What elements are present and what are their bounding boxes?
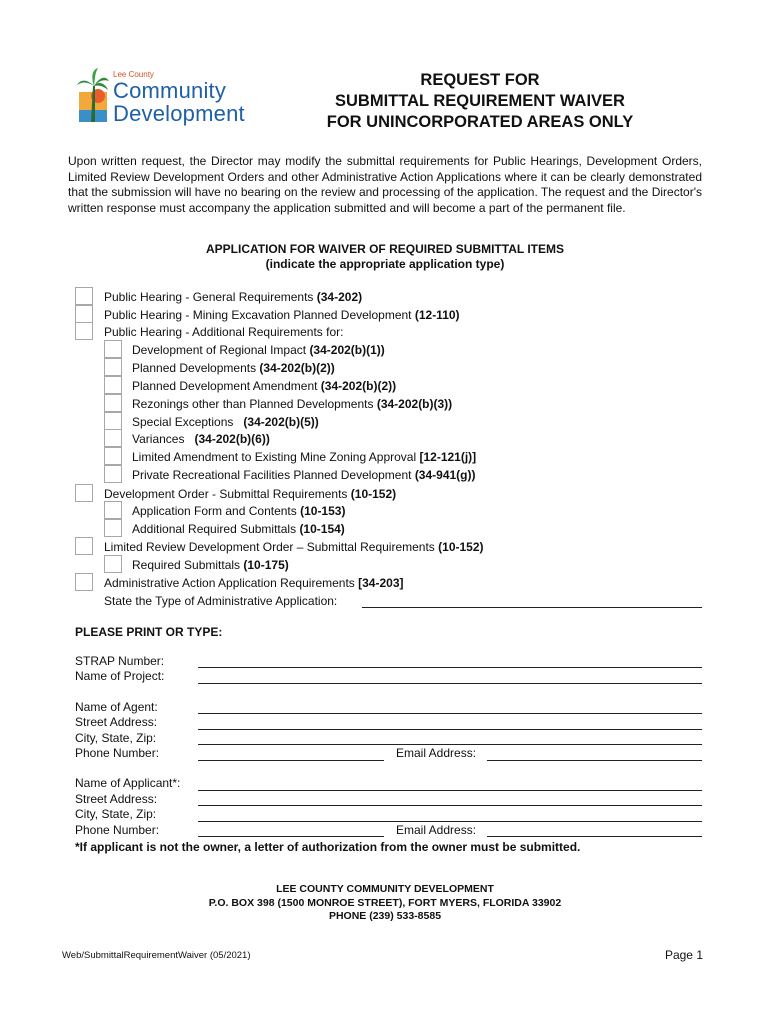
footer-line-3: PHONE (239) 533-8585 [328,910,442,922]
applicant-phone-label: Phone Number: [75,823,160,837]
checklist-item-code: (10-152) [350,487,397,501]
checklist-item-code: (34-202) [316,290,363,304]
print-heading: PLEASE PRINT OR TYPE: [75,625,223,639]
authorization-note: *If applicant is not the owner, a letter of authorization from the owner must be submitted. [75,840,581,854]
checklist-item-code: (34-202(b)(2)) [320,379,397,393]
admin-type-line[interactable] [362,607,702,608]
logo [76,64,256,128]
checklist-item [104,538,484,556]
checkbox-4[interactable] [104,358,122,376]
checklist-item-code: [12-121(j)] [419,450,477,464]
checkbox-2[interactable] [75,322,93,340]
applicant-phone-field[interactable] [198,836,384,837]
checklist-item [132,377,396,395]
strap-label: STRAP Number: [75,654,165,668]
applicant-email-field[interactable] [487,836,702,837]
checklist-item-label: State the Type of Administrative Application: [104,594,338,608]
checklist-item-code: (10-154) [299,522,345,536]
checklist-item-code: (10-175) [243,558,289,572]
checkbox-13[interactable] [104,519,122,537]
section-subheading: (indicate the appropriate application type) [265,257,505,271]
agent-email-field[interactable] [487,760,702,761]
checkbox-1[interactable] [75,305,93,323]
applicant-name-field[interactable] [198,790,702,791]
checklist-item-label: Required Submittals [132,558,244,572]
intro-paragraph: Upon written request, the Director may modify the submittal requirements for Public Hearings, Development Orders, Limited Review Development Orders and other Administrative Action Applications where it can be clearly demonstrated that the submission will have no bearing on the review and processing of the application. The request and the Director's written response must accompany the application submitted and will become a part of the permanent file. [68,154,702,215]
checklist-item-label: Additional Required Submittals [132,522,300,536]
logo-development: Development [113,101,245,126]
checklist-item [132,413,319,431]
checklist-item-code: (10-152) [438,540,484,554]
logo-county: Lee County [113,70,154,79]
checklist-item [104,288,362,306]
applicant-city-field[interactable] [198,821,702,822]
checklist-item [104,485,396,503]
checklist-item [132,556,289,574]
checklist-item [132,520,345,538]
checkbox-0[interactable] [75,287,93,305]
agent-city-label: City, State, Zip: [75,731,157,745]
checklist-item-label: Development Order - Submittal Requirements [104,487,351,501]
title-line-1: REQUEST FOR [420,71,540,89]
checklist-item-label: Administrative Action Application Requirements [104,576,359,590]
checklist-item [132,359,335,377]
palm-tree-icon [76,66,110,124]
checklist-item-code: (34-202(b)(6)) [194,432,270,446]
applicant-city-label: City, State, Zip: [75,807,157,821]
checklist-item [132,502,345,520]
agent-phone-field[interactable] [198,760,384,761]
checklist-item-label: Limited Review Development Order – Submittal Requirements [104,540,439,554]
checklist-item-code: [34-203] [358,576,404,590]
checklist-item [132,395,452,413]
form-id: Web/SubmittalRequirementWaiver (05/2021) [62,950,251,961]
agent-city-field[interactable] [198,744,702,745]
checklist-item-code: (34-941(g)) [414,468,476,482]
footer-line-1: LEE COUNTY COMMUNITY DEVELOPMENT [276,883,494,895]
section-heading [68,242,702,272]
footer-address [68,883,702,924]
applicant-email-label: Email Address: [396,823,477,837]
checkbox-12[interactable] [104,501,122,519]
strap-field[interactable] [198,667,702,668]
page-number: Page 1 [664,948,703,962]
checkbox-8[interactable] [104,429,122,447]
checkbox-6[interactable] [104,394,122,412]
checklist-item-code: (34-202(b)(3)) [376,397,453,411]
checklist-item [104,306,460,324]
checklist-item-label: Limited Amendment to Existing Mine Zoning Approval [132,450,420,464]
document-title [300,70,660,133]
logo-community: Community [113,78,227,103]
checklist-item-code: (34-202(b)(2)) [259,361,335,375]
checkbox-9[interactable] [104,447,122,465]
checklist-item-code: (12-110) [414,308,460,322]
checklist-item-label: Planned Developments [132,361,260,375]
checklist-item-code: (34-202(b)(1)) [309,343,385,357]
checklist-item-label: Planned Development Amendment [132,379,321,393]
checkbox-5[interactable] [104,376,122,394]
checklist-item [104,592,337,610]
checklist-item [132,466,476,484]
checklist-item [132,448,476,466]
checklist-item-label: Rezonings other than Planned Developments [132,397,377,411]
checkbox-15[interactable] [104,555,122,573]
agent-street-field[interactable] [198,729,702,730]
applicant-street-label: Street Address: [75,792,158,806]
section-heading-text: APPLICATION FOR WAIVER OF REQUIRED SUBMITTAL ITEMS [205,242,564,256]
checklist-item-code: (34-202(b)(5)) [243,415,319,429]
checklist-item-label: Development of Regional Impact [132,343,310,357]
title-line-2: SUBMITTAL REQUIREMENT WAIVER [335,92,625,110]
checklist-item-label: Special Exceptions [132,415,244,429]
checklist-item [104,574,404,592]
title-line-3: FOR UNINCORPORATED AREAS ONLY [326,113,634,131]
applicant-street-field[interactable] [198,805,702,806]
checklist-item-label: Public Hearing - Additional Requirements for: [104,325,344,339]
applicant-name-label: Name of Applicant*: [75,776,181,790]
checkbox-14[interactable] [75,537,93,555]
checkbox-7[interactable] [104,412,122,430]
checklist-item-label: Private Recreational Facilities Planned Development [132,468,415,482]
checkbox-11[interactable] [75,484,93,502]
checklist-item [104,323,343,341]
footer-line-2: P.O. BOX 398 (1500 MONROE STREET), FORT MYERS, FLORIDA 33902 [208,896,562,909]
checklist-item-label: Public Hearing - Mining Excavation Planned Development [104,308,415,322]
checklist-item-code: (10-153) [300,504,346,518]
agent-name-label: Name of Agent: [75,700,158,714]
agent-name-field[interactable] [198,713,702,714]
checklist-item [132,341,385,359]
checklist-item-label: Public Hearing - General Requirements [104,290,317,304]
checklist-item-label: Variances [132,432,195,446]
checkbox-16[interactable] [75,573,93,591]
checklist-item-label: Application Form and Contents [132,504,301,518]
agent-email-label: Email Address: [396,746,477,760]
checkbox-3[interactable] [104,340,122,358]
project-name-field[interactable] [198,683,702,684]
checklist-item [132,430,270,448]
agent-street-label: Street Address: [75,715,158,729]
checkbox-10[interactable] [104,465,122,483]
agent-phone-label: Phone Number: [75,746,160,760]
project-name-label: Name of Project: [75,669,165,683]
